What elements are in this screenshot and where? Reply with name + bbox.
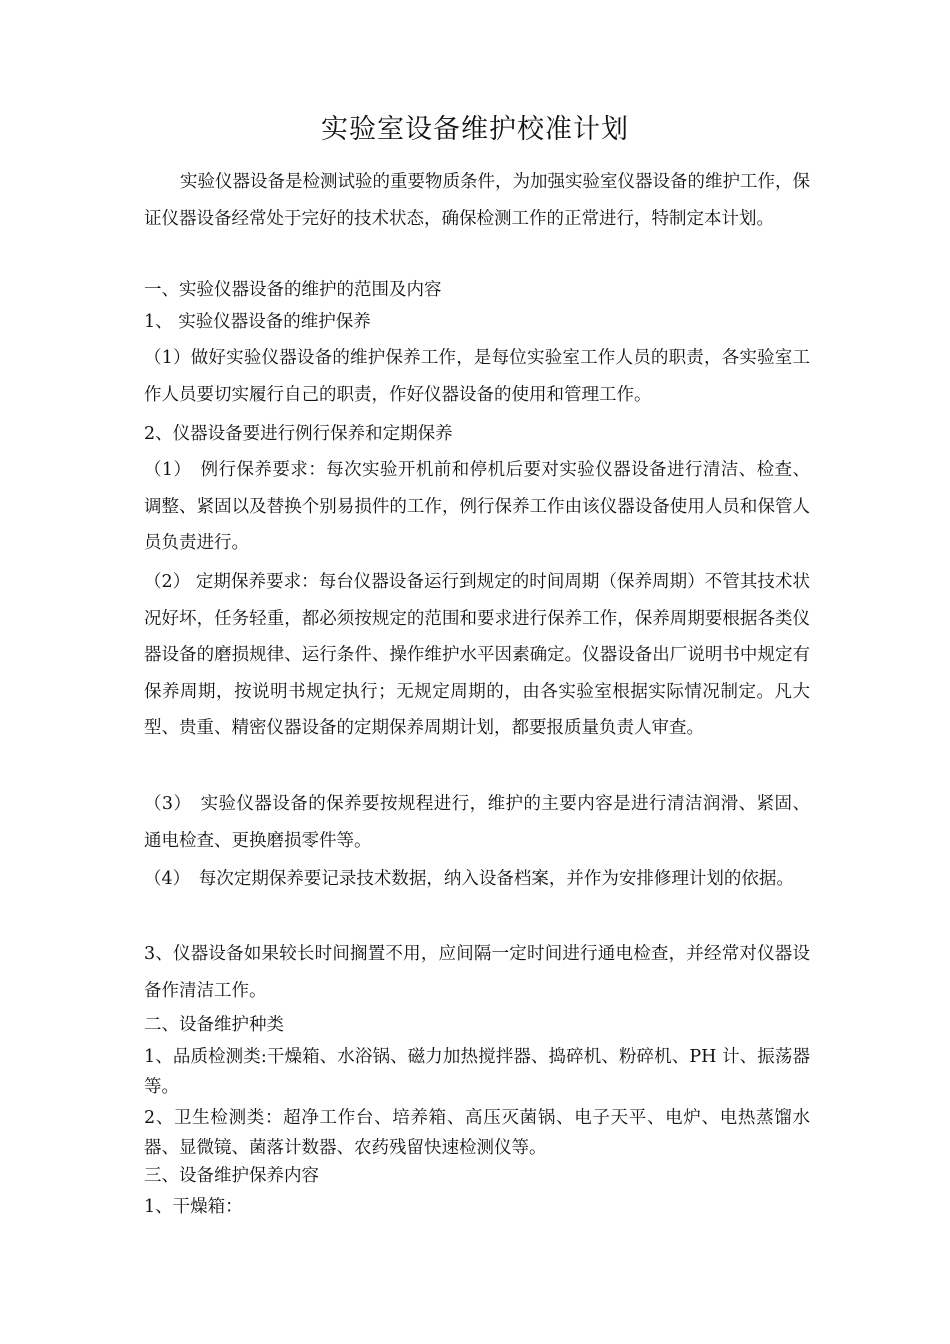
section-heading-1: 一、实验仪器设备的维护的范围及内容: [144, 280, 442, 300]
section-heading-2: 二、设备维护种类: [144, 1015, 284, 1035]
paragraph-1-2-4: （4） 每次定期保养要记录技术数据，纳入设备档案，并作为安排修理计划的依据。: [144, 869, 794, 889]
subsection-heading-3-1: 1、干燥箱：: [144, 1197, 243, 1217]
paragraph-1-1-1: （1）做好实验仪器设备的维护保养工作，是每位实验室工作人员的职责，各实验室工作人员要切实履行自己的职责，作好仪器设备的使用和管理工作。: [144, 348, 810, 405]
paragraph-1-2-3: （3） 实验仪器设备的保养要按规程进行，维护的主要内容是进行清洁润滑、紧固、通电检查、更换磨损零件等。: [144, 794, 810, 851]
equipment-category-quality: 1、品质检测类:干燥箱、水浴锅、磁力加热搅拌器、捣碎机、粉碎机、PH 计、振荡器等。: [144, 1047, 810, 1097]
document-title: 实验室设备维护校准计划: [321, 114, 629, 145]
subsection-heading-1-2: 2、仪器设备要进行例行保养和定期保养: [144, 424, 453, 444]
paragraph-1-2-1: （1） 例行保养要求：每次实验开机前和停机后要对实验仪器设备进行清洁、检查、调整、紧固以及替换个别易损件的工作，例行保养工作由该仪器设备使用人员和保管人员负责进行。: [144, 460, 810, 553]
section-heading-3: 三、设备维护保养内容: [144, 1166, 319, 1186]
intro-paragraph: 实验仪器设备是检测试验的重要物质条件，为加强实验室仪器设备的维护工作，保证仪器设备经常处于完好的技术状态，确保检测工作的正常进行，特制定本计划。: [144, 172, 810, 229]
subsection-heading-1-1: 1、 实验仪器设备的维护保养: [144, 312, 371, 332]
subsection-heading-1-3: 3、仪器设备如果较长时间搁置不用，应间隔一定时间进行通电检查，并经常对仪器设备作清洁工作。: [144, 944, 810, 1001]
equipment-category-hygiene: 2、卫生检测类：超净工作台、培养箱、高压灭菌锅、电子天平、电炉、电热蒸馏水器、显微镜、菌落计数器、农药残留快速检测仪等。: [144, 1108, 810, 1158]
paragraph-1-2-2: （2） 定期保养要求：每台仪器设备运行到规定的时间周期（保养周期）不管其技术状况好坏，任务轻重，都必须按规定的范围和要求进行保养工作，保养周期要根据各类仪器设备的磨损规律、运行条件、操作维护水平因素确定。仪器设备出厂说明书中规定有保养周期，按说明书规定执行；无规定周期的，由各实验室根据实际情况制定。凡大型、贵重、精密仪器设备的定期保养周期计划，都要报质量负责人审查。: [144, 572, 810, 738]
